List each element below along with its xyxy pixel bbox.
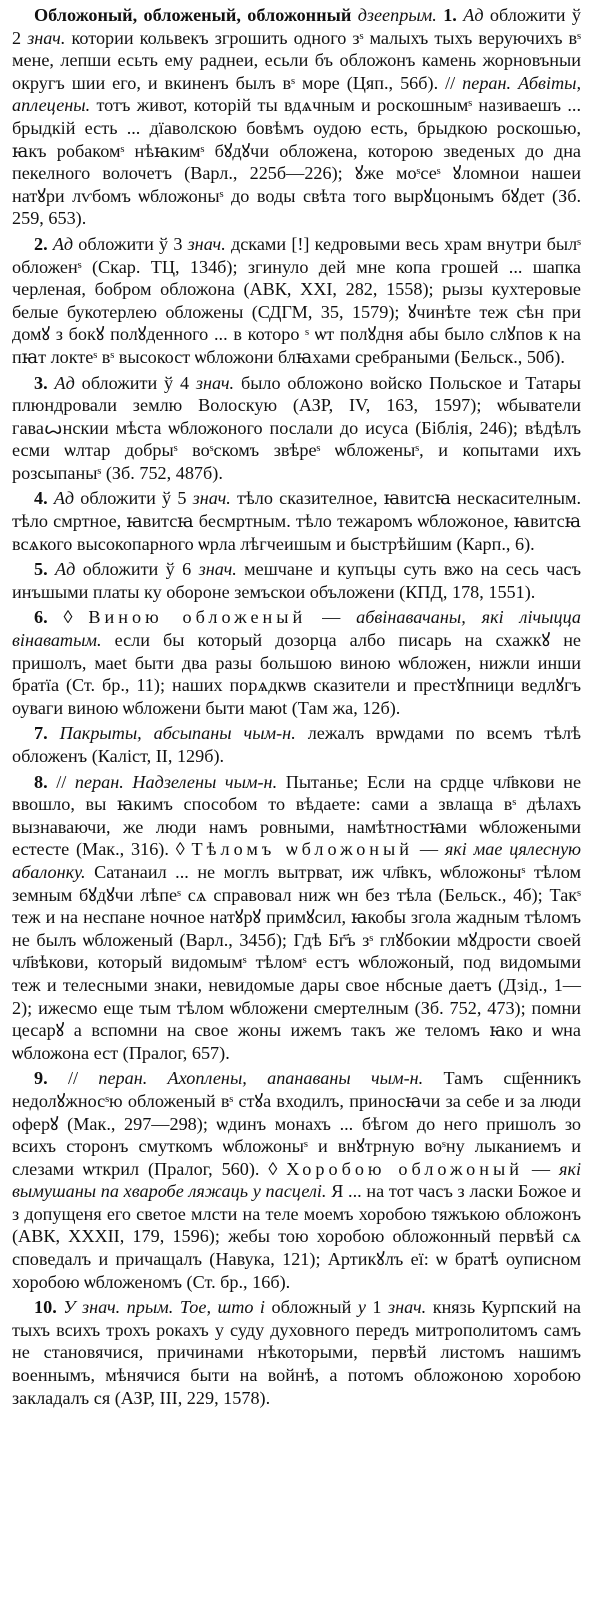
text-segment: 8. [34, 771, 57, 792]
part-of-speech: дзеепрым. [357, 5, 437, 25]
paragraph-body-6 [12, 607, 581, 717]
text-segment: Ад [463, 5, 484, 25]
text-segment: Пытанье; Если на срдце чл҃вкови не ввошло, вы ꙗкимъ способом то вѣдаете: сами а звлаща вˢ дѣлахъ вызнаваючи, же люди намъ ровными, намѣтностꙗми ѡбложеными естесте (Мак., 316). ◊ [12, 771, 582, 860]
text-segment: 4. [34, 488, 54, 509]
text-segment: знач. [27, 27, 66, 48]
text-segment: У знач. прым. Тое, што і [63, 1297, 265, 1318]
text-segment: 6. [34, 607, 64, 628]
text-segment: перан. Надзелены чым-н. [74, 771, 278, 792]
text-segment: Ад [54, 372, 75, 393]
text-segment: — [413, 839, 445, 860]
text-segment: // [56, 771, 75, 792]
entry-paragraph-9 [12, 1067, 581, 1293]
text-segment: // [67, 1068, 99, 1089]
text-segment: перан. Ахоплены, апанаваны чым-н. [98, 1068, 424, 1089]
text-segment: было обложоно войско Польское и Татары плюндровали землю Волоскую (АЗР, IV, 163, 1597); ѡбыватели гаваꙍнскии мѣста ѡбложоного послали до исуса (Біблія, 246); вѣдѣлъ есми ѡлтар добрыˢ воˢскомъ звѣреˢ ѡбложеныˢ, и копытами ихъ розсыпаныˢ (Зб. 752, 487б). [12, 372, 582, 483]
entry-paragraph-2 [12, 233, 581, 369]
text-segment: — [306, 607, 357, 628]
text-segment: если бы который дозорца албо писарь на схажкꙋ не пришолъ, маеt быти два разы большою виною ѡбложен, нижли инши братїа (Ст. бр., 11); наших порѧдкѡв сказители и престꙋпници ведлꙋгъ оуваги виною ѡбложени быти маюt (Там жа, 12б). [12, 630, 581, 718]
paragraph-body-5 [12, 559, 581, 602]
text-segment: тотъ живот, которій ты вдѧчным и роскошнымˢ називаешъ ... брыдкій есть ... дїаволскою бовѣмъ оудою есть, брыдкою роскошью, ꙗкъ робакомˢ нѣꙗкимˢ бꙋдꙋчи обложена, которою зведеных до дна пекелного волочетъ (Варл., 225б—226); ꙋже моˢсеˢ ꙋломнои нашеи натꙋри лѵбомъ ѡбложоныˢ до воды свѣта того вырꙋцонымъ бꙋдет (Зб. 259, 653). [12, 95, 581, 229]
text-segment: — [522, 1158, 559, 1179]
text-segment: Сатанаил ... не моглъ вытрват, иж чл҃вкъ, ѡбложоныˢ тѣлом земным бꙋдꙋчи лѣпеˢ сѧ справовал ниж ѡн без тѣла (Бельск., 4б); Такˢ теж и на неспане ночное натꙋрꙋ примꙋсил, ꙗкобы згола жадным тѣломъ не былъ ѡбложеный (Варл., 345б); Гдѣ Бг҃ъ зˢ глꙋбокии мꙋдрости своей чл҃вѣкови, который видомымˢ тѣломˢ естъ ѡбложоный, под видомыми теж и телесными знаки, невидомые дары свое нбсные даетъ (Дзід., 1—2); ижесмо еще тым тѣлом ѡбложени смертелным (Зб. 752, 473); помни цесарꙋ а вспомни на свое жоны ижемъ такъ же теломъ ꙗко и ѡна ѡбложона ест (Пралог, 657). [12, 861, 581, 1063]
entry-paragraph-7 [12, 722, 581, 767]
text-segment: які вымушаны па хваробе ляжаць у пасцелі. [12, 1158, 581, 1202]
text-segment: обложити ў 4 [74, 372, 196, 393]
text-segment: знач. [388, 1297, 427, 1318]
entry-paragraph-5 [12, 558, 581, 603]
paragraph-body-3 [12, 373, 581, 483]
text-segment: 7. [34, 723, 60, 744]
text-segment: Пакрыты, абсыпаны чым-н. [59, 723, 296, 744]
text-segment: обложити ў 2 [12, 5, 581, 48]
text-segment: лежалъ врѡдами по всемъ тѣлѣ обложенъ (Каліст, II, 129б). [12, 723, 581, 766]
paragraph-body-8 [12, 772, 581, 1063]
entry-paragraph-3 [12, 372, 581, 485]
text-segment: знач. [198, 559, 237, 580]
text-segment: у [357, 1297, 366, 1318]
paragraph-body-7 [12, 723, 581, 766]
text-segment: котории кольвекъ згрошить одного зˢ малыхъ тыхъ веруючихъ вˢ мене, лепши есьть ему раднеи, есьли бъ обложонъ камень жорновъныи округъ шии его, и вкиненъ былъ вˢ море (Цяп., 56б). // [12, 27, 582, 93]
paragraph-body-1 [12, 5, 581, 228]
text-segment: 1 [365, 1297, 389, 1318]
text-segment: Тамъ сщ҃енникъ недолꙋжносˢю обложеный вˢ стꙋа входилъ, приносꙗчи за себе и за люди оферꙋ (Мак., 297—298); ѡдинъ монахъ ... бѣгом до него пришолъ зо всихъ сторонъ смуткомъ ѡбложоныˢ и внꙋтрную воˢну лыканиемъ и слезами ѡткрил (Пралог, 560). ◊ [12, 1068, 582, 1179]
paragraph-body-10 [12, 1297, 581, 1407]
entry-paragraph-8 [12, 771, 581, 1065]
text-segment: 5. [34, 559, 56, 580]
text-segment: знач. [192, 488, 231, 509]
entry-paragraph-6 [12, 606, 581, 719]
text-segment: Я ... на тот часъ з ласки Божое и з допущеня его светое млсти на теле моемъ хоробою тяжъкою обложонъ (АВК, XXXII, 179, 1596); жебы тою хоробою обложонный первѣй сѧ споведалъ и причащалъ (Навука, 121); Артикꙋлъ еї: ѡ братѣ оуписном хоробою ѡбложеномъ (Ст. бр., 16б). [12, 1181, 582, 1292]
text-segment: які мае цялесную абалонку. [12, 839, 582, 882]
paragraph-body-9 [12, 1068, 581, 1291]
text-segment: ◊ [63, 607, 89, 628]
text-segment: знач. [195, 372, 235, 393]
text-segment: обложити ў 6 [75, 559, 199, 580]
text-segment: 10. [34, 1297, 64, 1318]
text-segment: обложити ў 3 [73, 233, 188, 254]
text-segment: обложити ў 5 [74, 488, 193, 509]
text-segment: Ад [55, 559, 76, 580]
entry-paragraph-4 [12, 487, 581, 555]
text-segment: Виною обложеный [88, 607, 307, 628]
text-segment: перан. Абвіты, аплецены. [12, 72, 581, 116]
text-segment: Ад [53, 488, 75, 509]
paragraph-body-4 [12, 488, 581, 553]
text-segment: мешчане и купъцы суть вжо на сесь часъ инъшыми платы ку обороне земъскои объложени (КПД, 178, 1551). [12, 559, 581, 602]
text-segment: тѣло сказителное, ꙗвитсꙗ нескасителным. тѣло смртное, ꙗвитсꙗ бесмртным. тѣло тежаромъ ѡбложоное, ꙗвитсꙗ всѧкого высокопарного ѡрла лѣгчеишым и быстрѣйшим (Карп., 6). [12, 488, 581, 554]
text-segment: 1. [443, 5, 464, 25]
text-segment: знач. [187, 233, 226, 254]
text-segment: абвінавачаны, які лічыцца вінаватым. [12, 607, 581, 651]
paragraph-body-2 [12, 234, 581, 367]
text-segment: дсками [!] кедровыми весь храм внутри былˢ обложенˢ (Скар. ТЦ, 134б); згинуло дей мне копа грошей ... шапка черленая, бобром обложона (АВК, XXI, 282, 1558); рызы кухтеровые белые букотерлею обложены (СДГМ, 35, 1579); ꙋчинѣте теж сѣн при домꙋ з бокꙋ полꙋденного ... в которо ˢ ѡт полꙋдня абы было слꙋпов к на пꙗт локтеˢ вˢ высокост ѡбложони блꙗхами сребраными (Бельск., 50б). [12, 233, 582, 367]
entry-paragraph-10 [12, 1296, 581, 1409]
text-segment: Хоробою обложоный [286, 1158, 523, 1179]
entry-headword: Обложоный, обложеный, обложонный [34, 5, 352, 25]
text-segment: Ад [52, 233, 74, 254]
text-segment: Тѣломъ ѡбложоный [191, 839, 413, 860]
text-segment: князь Курпский на тыхъ всихъ трохъ рокахъ у суду духовного передъ митрополитомъ самъ не становячися, причинами нѣкоторыми, первѣй листомъ нашимъ военнымъ, мѣнячися быти на войнѣ, а потомъ обложоною хоробою закладалъ ся (АЗР, III, 229, 1578). [12, 1297, 582, 1408]
text-segment: 3. [34, 372, 55, 393]
text-segment: обложный [265, 1297, 358, 1318]
entry-paragraph-1 [12, 4, 581, 230]
text-segment: 9. [34, 1068, 68, 1089]
text-segment: 2. [34, 233, 53, 254]
